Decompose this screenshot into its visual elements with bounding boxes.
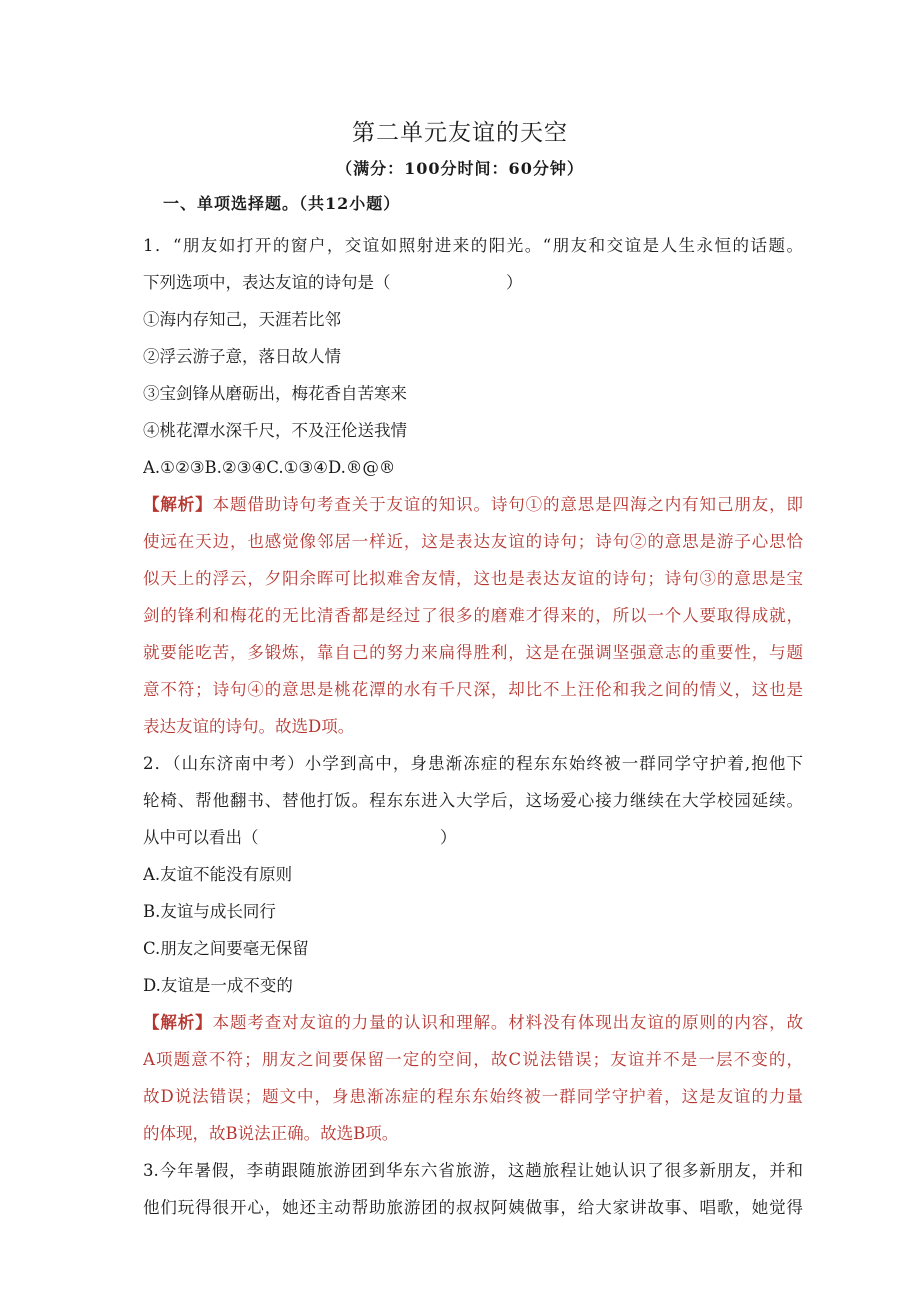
q1-analysis-line-2: 使远在天边，也感觉像邻居一样近，这是表达友谊的诗句；诗句②的意思是游子心思恰 — [143, 532, 803, 551]
q1-item-1: ①海内存知己，天涯若比邻 — [143, 310, 341, 329]
q1-analysis-line-5: 就要能吃苦，多锻炼，靠自己的努力来扁得胜利，这是在强调坚强意志的重要性，与题 — [143, 643, 803, 662]
q3-stem-line-1: 3.今年暑假，李萌跟随旅游团到华东六省旅游，这趟旅程让她认识了很多新朋友，并和 — [143, 1161, 803, 1180]
q2-analysis-line-4: 的体现，故B说法正确。故选B项。 — [143, 1124, 399, 1143]
section-heading: 一、单项选择题。（共12小题） — [163, 194, 401, 213]
analysis-text: 本题考查对友谊的力量的认识和理解。材料没有体现出友谊的原则的内容，故 — [212, 1013, 803, 1032]
document-body — [143, 227, 803, 1226]
analysis-tag: 【解析】 — [143, 1013, 213, 1032]
q1-analysis-line-6: 意不符；诗句④的意思是桃花潭的水有千尺深，却比不上汪伦和我之间的情义，这也是 — [143, 680, 803, 699]
analysis-text: 本题借助诗句考查关于友谊的知识。诗句①的意思是四海之内有知己朋友，即 — [212, 495, 803, 514]
q1-item-2: ②浮云游子意，落日故人情 — [143, 347, 341, 366]
q2-option-b: B.友谊与成长同行 — [143, 902, 276, 921]
analysis-tag: 【解析】 — [143, 495, 213, 514]
q2-stem-line-2: 轮椅、帮他翻书、替他打饭。程东东进入大学后，这场爱心接力继续在大学校园延续。 — [143, 791, 803, 810]
score-time-info: （满分：100分时间：60分钟） — [336, 159, 584, 178]
q1-stem-line-2: 下列选项中，表达友谊的诗句是（ ） — [143, 273, 523, 292]
q2-analysis-line-1 — [143, 1004, 803, 1041]
q2-stem-line-3: 从中可以看出（ ） — [143, 828, 457, 847]
q2-option-a: A.友谊不能没有原则 — [143, 865, 293, 884]
q1-options: A.①②③B.②③④C.①③④D.®@® — [143, 458, 396, 477]
document-title: 第二单元友谊的天空 — [352, 120, 568, 146]
q1-stem-line-1: 1．“朋友如打开的窗户，交谊如照射进来的阳光。“朋友和交谊是人生永恒的话题。 — [143, 236, 803, 255]
q2-analysis-line-2: A项题意不符；朋友之间要保留一定的空间，故C说法错误；友谊并不是一层不变的， — [143, 1050, 803, 1069]
q1-analysis-line-1 — [143, 486, 803, 523]
q2-option-c: C.朋友之间要毫无保留 — [143, 939, 309, 958]
q1-item-4: ④桃花潭水深千尺，不及汪伦送我情 — [143, 421, 407, 440]
q2-stem-line-1: 2．（山东济南中考）小学到高中，身患渐冻症的程东东始终被一群同学守护着,抱他下 — [143, 754, 803, 773]
q2-option-d: D.友谊是一成不变的 — [143, 976, 293, 995]
q1-item-3: ③宝剑锋从磨砺出，梅花香自苦寒来 — [143, 384, 407, 403]
q1-analysis-line-4: 剑的锋利和梅花的无比清香都是经过了很多的磨难才得来的，所以一个人要取得成就， — [143, 606, 803, 625]
q3-stem-line-2: 他们玩得很开心，她还主动帮助旅游团的叔叔阿姨做事，给大家讲故事、唱歌，她觉得 — [143, 1198, 803, 1217]
q1-analysis-line-3: 似天上的浮云，夕阳余晖可比拟难舍友情，这也是表达友谊的诗句；诗句③的意思是宝 — [143, 569, 803, 588]
q2-analysis-line-3: 故D说法错误；题文中，身患渐冻症的程东东始终被一群同学守护着，这是友谊的力量 — [143, 1087, 803, 1106]
q1-analysis-line-7: 表达友谊的诗句。故选D项。 — [143, 717, 355, 736]
